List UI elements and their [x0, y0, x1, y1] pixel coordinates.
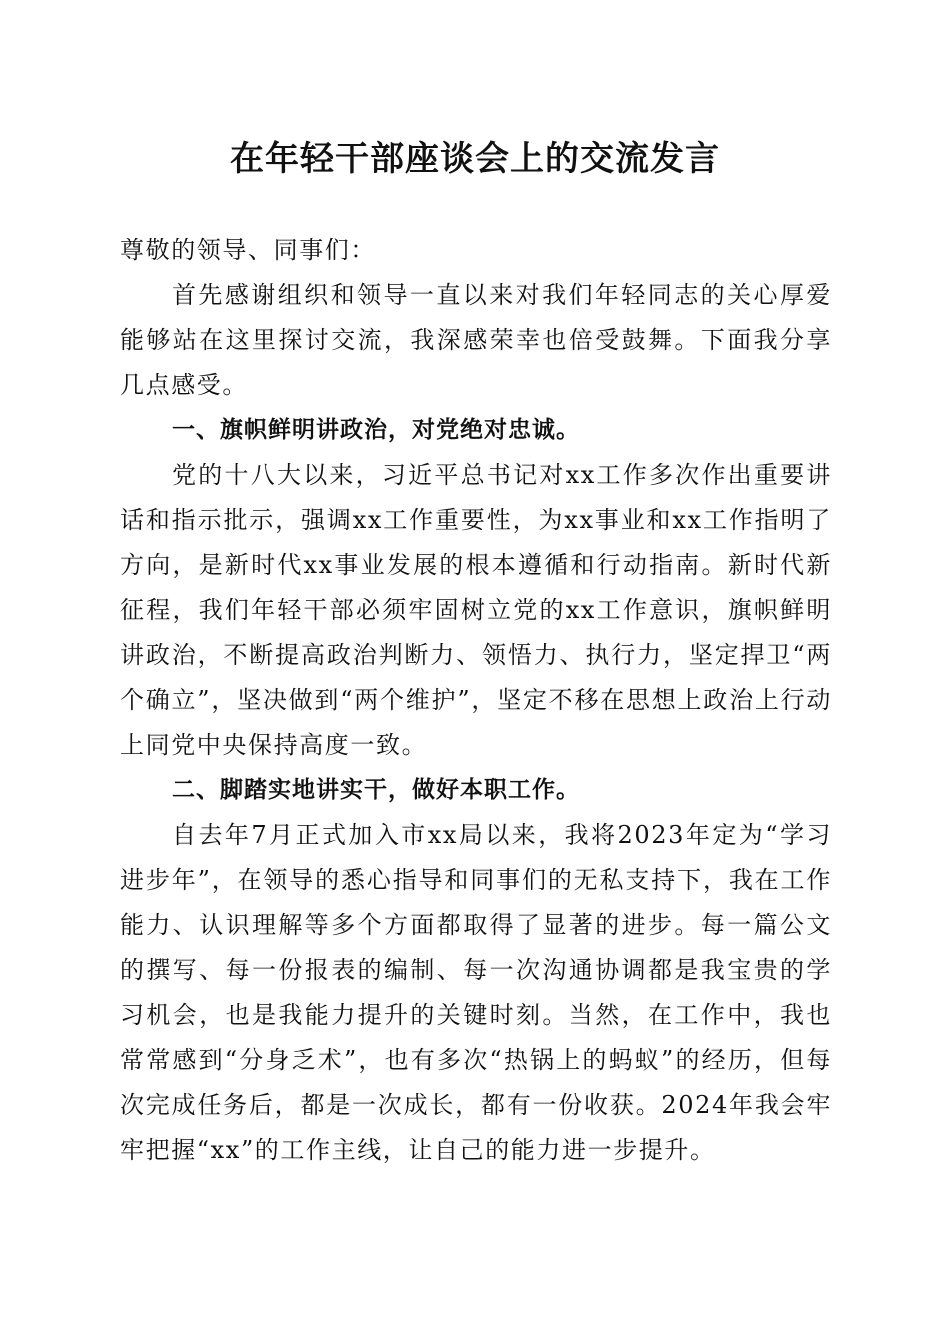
intro-paragraph: 首先感谢组织和领导一直以来对我们年轻同志的关心厚爱能够站在这里探讨交流，我深感荣幸也倍受鼓舞。下面我分享几点感受。 — [120, 281, 832, 399]
document-body — [120, 228, 832, 1173]
section-1-paragraph: 党的十八大以来，习近平总书记对xx工作多次作出重要讲话和指示批示，强调xx工作重要性，为xx事业和xx工作指明了方向，是新时代xx事业发展的根本遵循和行动指南。新时代新征程，我们年轻干部必须牢固树立党的xx工作意识，旗帜鲜明讲政治，不断提高政治判断力、领悟力、执行力，坚定捍卫“两个确立”，坚决做到“两个维护”，坚定不移在思想上政治上行动上同党中央保持高度一致。 — [120, 461, 832, 759]
section-2-paragraph: 自去年7月正式加入市xx局以来，我将2023年定为“学习进步年”，在领导的悉心指导和同事们的无私支持下，我在工作能力、认识理解等多个方面都取得了显著的进步。每一篇公文的撰写、每一份报表的编制、每一次沟通协调都是我宝贵的学习机会，也是我能力提升的关键时刻。当然，在工作中，我也常常感到“分身乏术”，也有多次“热锅上的蚂蚁”的经历，但每次完成任务后，都是一次成长，都有一份收获。2024年我会牢牢把握“xx”的工作主线，让自己的能力进一步提升。 — [120, 821, 832, 1164]
salutation: 尊敬的领导、同事们： — [120, 236, 376, 264]
document-title: 在年轻干部座谈会上的交流发言 — [230, 139, 720, 179]
section-2-heading: 二、脚踏实地讲实干，做好本职工作。 — [172, 777, 580, 803]
section-1-heading: 一、旗帜鲜明讲政治，对党绝对忠诚。 — [172, 417, 580, 443]
